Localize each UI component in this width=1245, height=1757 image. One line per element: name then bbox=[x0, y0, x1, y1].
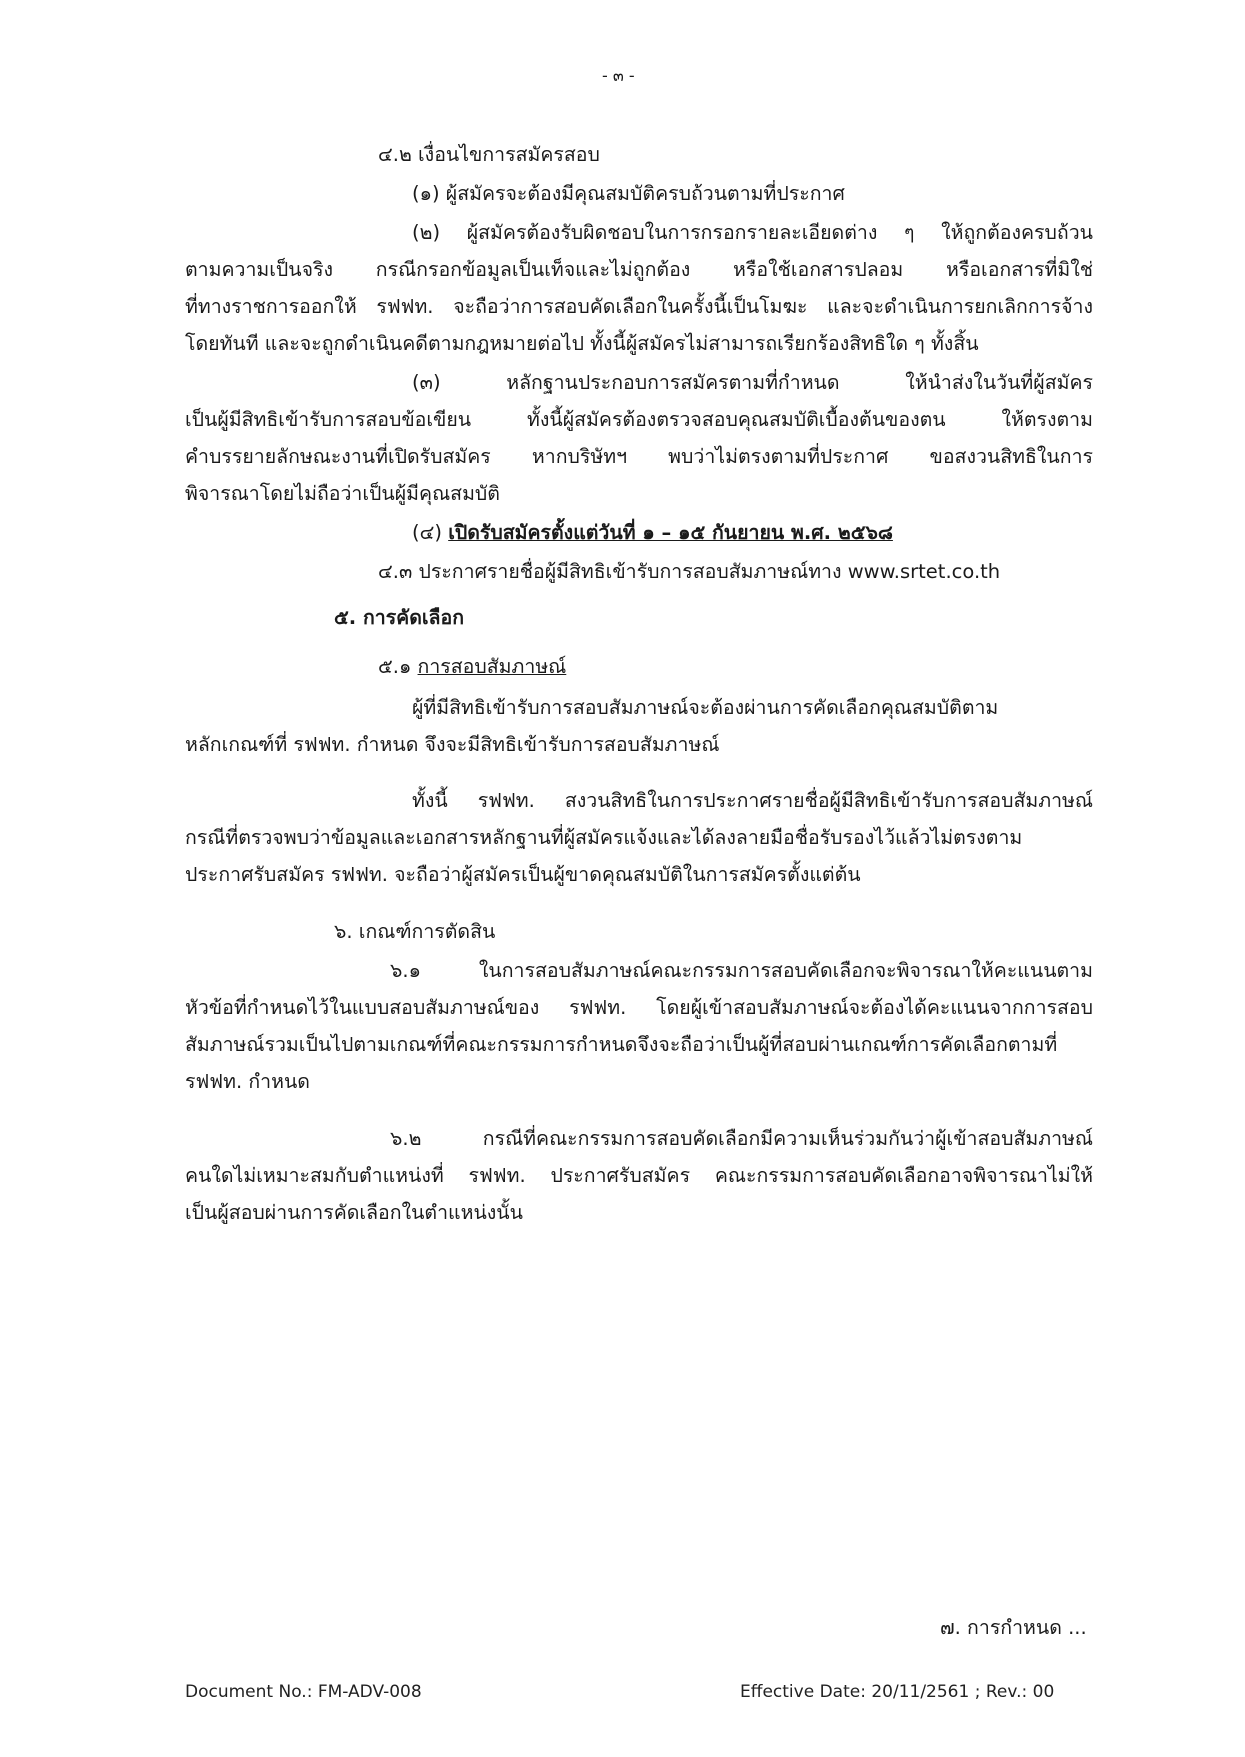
condition-2-line-1: (๒) ผู้สมัครต้องรับผิดชอบในการกรอกรายละเอียดต่าง ๆ ให้ถูกต้องครบถ้วน bbox=[412, 221, 1093, 244]
section-5-1-p2-line-1: ทั้งนี้ รฟฟท. สงวนสิทธิในการประกาศรายชื่อผู้มีสิทธิเข้ารับการสอบสัมภาษณ์ bbox=[412, 789, 1093, 812]
section-5-1-p2-line-2: กรณีที่ตรวจพบว่าข้อมูลและเอกสารหลักฐานที่ผู้สมัครแจ้งและได้ลงลายมือชื่อรับรองไว้แล้วไม่ตรงตาม bbox=[185, 826, 1023, 849]
section-5-1-p1-line-1: ผู้ที่มีสิทธิเข้ารับการสอบสัมภาษณ์จะต้องผ่านการคัดเลือกคุณสมบัติตาม bbox=[412, 696, 999, 719]
section-5-1-p2-line-3: ประกาศรับสมัคร รฟฟท. จะถือว่าผู้สมัครเป็นผู้ขาดคุณสมบัติในการสมัครตั้งแต่ต้น bbox=[185, 863, 861, 886]
condition-2-line-4: โดยทันที และจะถูกดำเนินคดีตามกฎหมายต่อไป ทั้งนี้ผู้สมัครไม่สามารถเรียกร้องสิทธิใด ๆ ทั้งสิ้น bbox=[185, 332, 979, 355]
section-6-heading: ๖. เกณฑ์การตัดสิน bbox=[334, 920, 496, 943]
section-5-heading: ๕. การคัดเลือก bbox=[334, 606, 465, 629]
section-5-1-title: การสอบสัมภาษณ์ bbox=[417, 655, 567, 678]
section-6-2-line-3: เป็นผู้สอบผ่านการคัดเลือกในตำแหน่งนั้น bbox=[185, 1201, 523, 1224]
effective-date: Effective Date: 20/11/2561 ; Rev.: 00 bbox=[740, 1682, 1055, 1702]
condition-2-line-2: ตามความเป็นจริง กรณีกรอกข้อมูลเป็นเท็จและไม่ถูกต้อง หรือใช้เอกสารปลอม หรือเอกสารที่มิใช่ bbox=[185, 258, 1093, 281]
condition-3-line-3: คำบรรยายลักษณะงานที่เปิดรับสมัคร หากบริษัทฯ พบว่าไม่ตรงตามที่ประกาศ ขอสงวนสิทธิในการ bbox=[185, 445, 1093, 468]
application-period: เปิดรับสมัครตั้งแต่วันที่ ๑ – ๑๕ กันยายน พ.ศ. ๒๕๖๘ bbox=[448, 521, 893, 544]
page-number: - ๓ - bbox=[602, 66, 635, 85]
condition-4 bbox=[412, 519, 893, 547]
section-6-2-line-2: คนใดไม่เหมาะสมกับตำแหน่งที่ รฟฟท. ประกาศรับสมัคร คณะกรรมการสอบคัดเลือกอาจพิจารณาไม่ให้ bbox=[185, 1164, 1093, 1187]
section-6-1-line-4: รฟฟท. กำหนด bbox=[185, 1070, 310, 1093]
condition-3-line-2: เป็นผู้มีสิทธิเข้ารับการสอบข้อเขียน ทั้งนี้ผู้สมัครต้องตรวจสอบคุณสมบัติเบื้องต้นของตน ให้ตรงตาม bbox=[185, 408, 1093, 431]
section-4-3: ๔.๓ ประกาศรายชื่อผู้มีสิทธิเข้ารับการสอบสัมภาษณ์ทาง www.srtet.co.th bbox=[378, 560, 1001, 583]
section-5-1-p1-line-2: หลักเกณฑ์ที่ รฟฟท. กำหนด จึงจะมีสิทธิเข้ารับการสอบสัมภาษณ์ bbox=[185, 733, 720, 756]
section-6-1-line-3: สัมภาษณ์รวมเป็นไปตามเกณฑ์ที่คณะกรรมการกำหนดจึงจะถือว่าเป็นผู้ที่สอบผ่านเกณฑ์การคัดเลือกตามที่ bbox=[185, 1033, 1058, 1056]
condition-2-line-3: ที่ทางราชการออกให้ รฟฟท. จะถือว่าการสอบคัดเลือกในครั้งนี้เป็นโมฆะ และจะดำเนินการยกเลิกการจ้าง bbox=[185, 295, 1093, 318]
condition-3-line-4: พิจารณาโดยไม่ถือว่าเป็นผู้มีคุณสมบัติ bbox=[185, 482, 500, 505]
section-6-1-line-1: ๖.๑ ในการสอบสัมภาษณ์คณะกรรมการสอบคัดเลือกจะพิจารณาให้คะแนนตาม bbox=[390, 959, 1093, 982]
section-6-1-line-2: หัวข้อที่กำหนดไว้ในแบบสอบสัมภาษณ์ของ รฟฟท. โดยผู้เข้าสอบสัมภาษณ์จะต้องได้คะแนนจากการสอบ bbox=[185, 996, 1093, 1019]
section-5-1-number: ๕.๑ bbox=[378, 655, 418, 678]
condition-1: (๑) ผู้สมัครจะต้องมีคุณสมบัติครบถ้วนตามที่ประกาศ bbox=[412, 182, 845, 205]
section-5-1-heading bbox=[378, 653, 566, 681]
section-6-2-line-1: ๖.๒ กรณีที่คณะกรรมการสอบคัดเลือกมีความเห็นร่วมกันว่าผู้เข้าสอบสัมภาษณ์ bbox=[390, 1127, 1093, 1150]
section-4-2-heading: ๔.๒ เงื่อนไขการสมัครสอบ bbox=[378, 143, 600, 166]
continuation-note: ๗. การกำหนด ... bbox=[940, 1616, 1087, 1639]
document-number: Document No.: FM-ADV-008 bbox=[185, 1682, 422, 1702]
condition-3-line-1: (๓) หลักฐานประกอบการสมัครตามที่กำหนด ให้นำส่งในวันที่ผู้สมัคร bbox=[412, 371, 1093, 394]
condition-4-prefix: (๔) bbox=[412, 521, 449, 544]
